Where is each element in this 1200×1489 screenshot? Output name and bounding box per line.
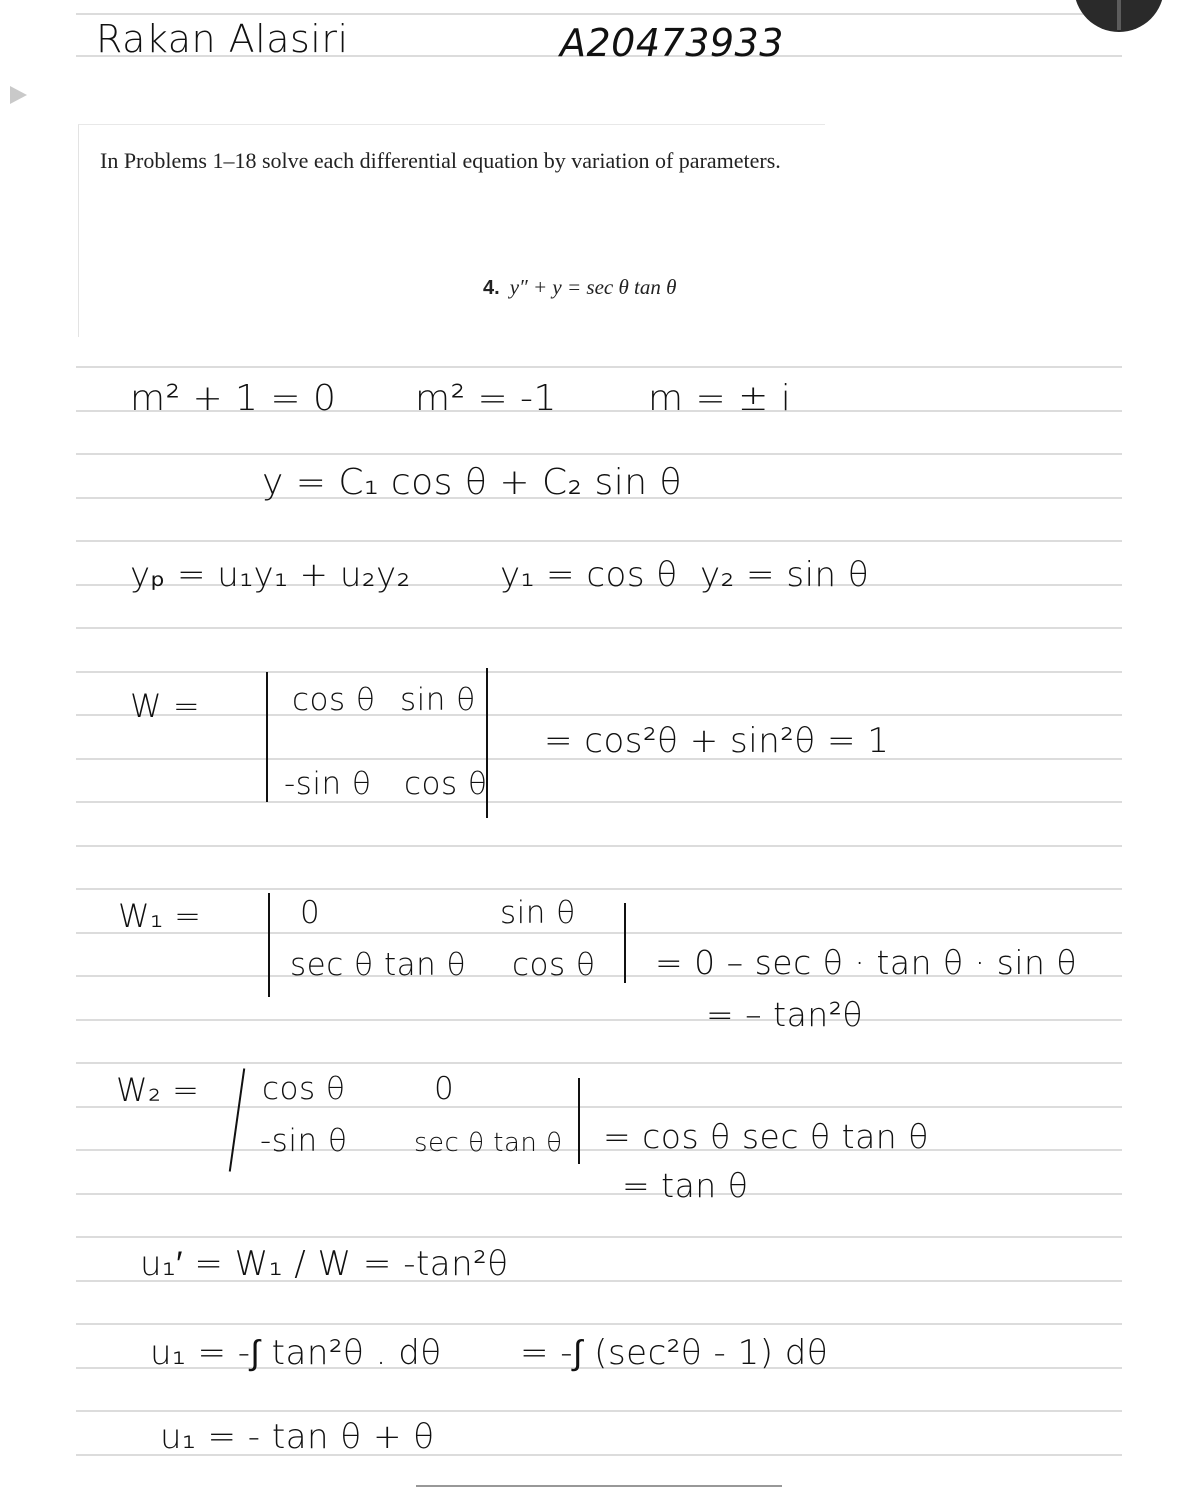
wronskian-entry-11: cos θ: [292, 682, 376, 718]
problem-equation-text: y″ + y = sec θ tan θ: [509, 275, 677, 299]
auxiliary-equation: m² + 1 = 0: [130, 378, 337, 419]
particular-solution-form: yₚ = u₁y₁ + u₂y₂: [130, 555, 411, 595]
wronskian-result: = cos²θ + sin²θ = 1: [544, 721, 890, 761]
m-roots: m = ± i: [648, 378, 792, 419]
w2-entry-11: cos θ: [262, 1071, 346, 1107]
u1-final: u₁ = - tan θ + θ: [160, 1417, 435, 1457]
y1-definition: y₁ = cos θ: [500, 555, 678, 595]
student-name: Rakan Alasiri: [96, 17, 349, 61]
page-nav-arrow-icon[interactable]: [10, 86, 27, 104]
pen-tool-button[interactable]: [1074, 0, 1164, 32]
w1-entry-12: sin θ: [500, 895, 576, 931]
problem-instructions: In Problems 1–18 solve each differential equation by variation of parameters.: [100, 148, 781, 173]
y2-definition: y₂ = sin θ: [700, 555, 870, 595]
wronskian-left-bar: [266, 672, 268, 802]
w1-left-bar: [268, 893, 270, 997]
u1-integral: u₁ = -∫ tan²θ . dθ: [150, 1333, 442, 1373]
w2-entry-21: -sin θ: [260, 1123, 348, 1159]
complementary-solution: y = C₁ cos θ + C₂ sin θ: [262, 462, 683, 503]
w2-entry-22: sec θ tan θ: [414, 1128, 563, 1158]
problem-number: 4.: [483, 277, 500, 299]
student-id: A20473933: [560, 21, 784, 65]
wronskian-entry-21: -sin θ: [284, 766, 372, 802]
u1-prime: u₁′ = W₁ / W = -tan²θ: [140, 1244, 509, 1284]
w1-right-bar: [624, 903, 626, 983]
w1-entry-22: cos θ: [512, 947, 596, 983]
w2-right-bar: [578, 1078, 580, 1164]
w1-entry-21: sec θ tan θ: [290, 947, 467, 983]
w2-left-bar: [229, 1068, 245, 1171]
w1-result-simplified: = – tan²θ: [706, 995, 864, 1034]
w2-label: W₂ =: [116, 1071, 200, 1109]
u1-integral-rewritten: = -∫ (sec²θ - 1) dθ: [520, 1333, 829, 1373]
w1-result: = 0 – sec θ · tan θ · sin θ: [655, 943, 1078, 982]
wronskian-label: W =: [130, 687, 201, 725]
wronskian-entry-22: cos θ: [404, 766, 488, 802]
w1-entry-11: 0: [300, 895, 321, 931]
w1-label: W₁ =: [118, 897, 202, 935]
problem-equation: [483, 275, 676, 300]
w2-result: = cos θ sec θ tan θ: [603, 1117, 929, 1156]
w2-result-simplified: = tan θ: [622, 1166, 749, 1205]
w2-entry-12: 0: [434, 1071, 455, 1107]
m-squared: m² = -1: [415, 378, 557, 419]
wronskian-entry-12: sin θ: [400, 682, 476, 718]
problem-statement-box: [78, 124, 825, 337]
